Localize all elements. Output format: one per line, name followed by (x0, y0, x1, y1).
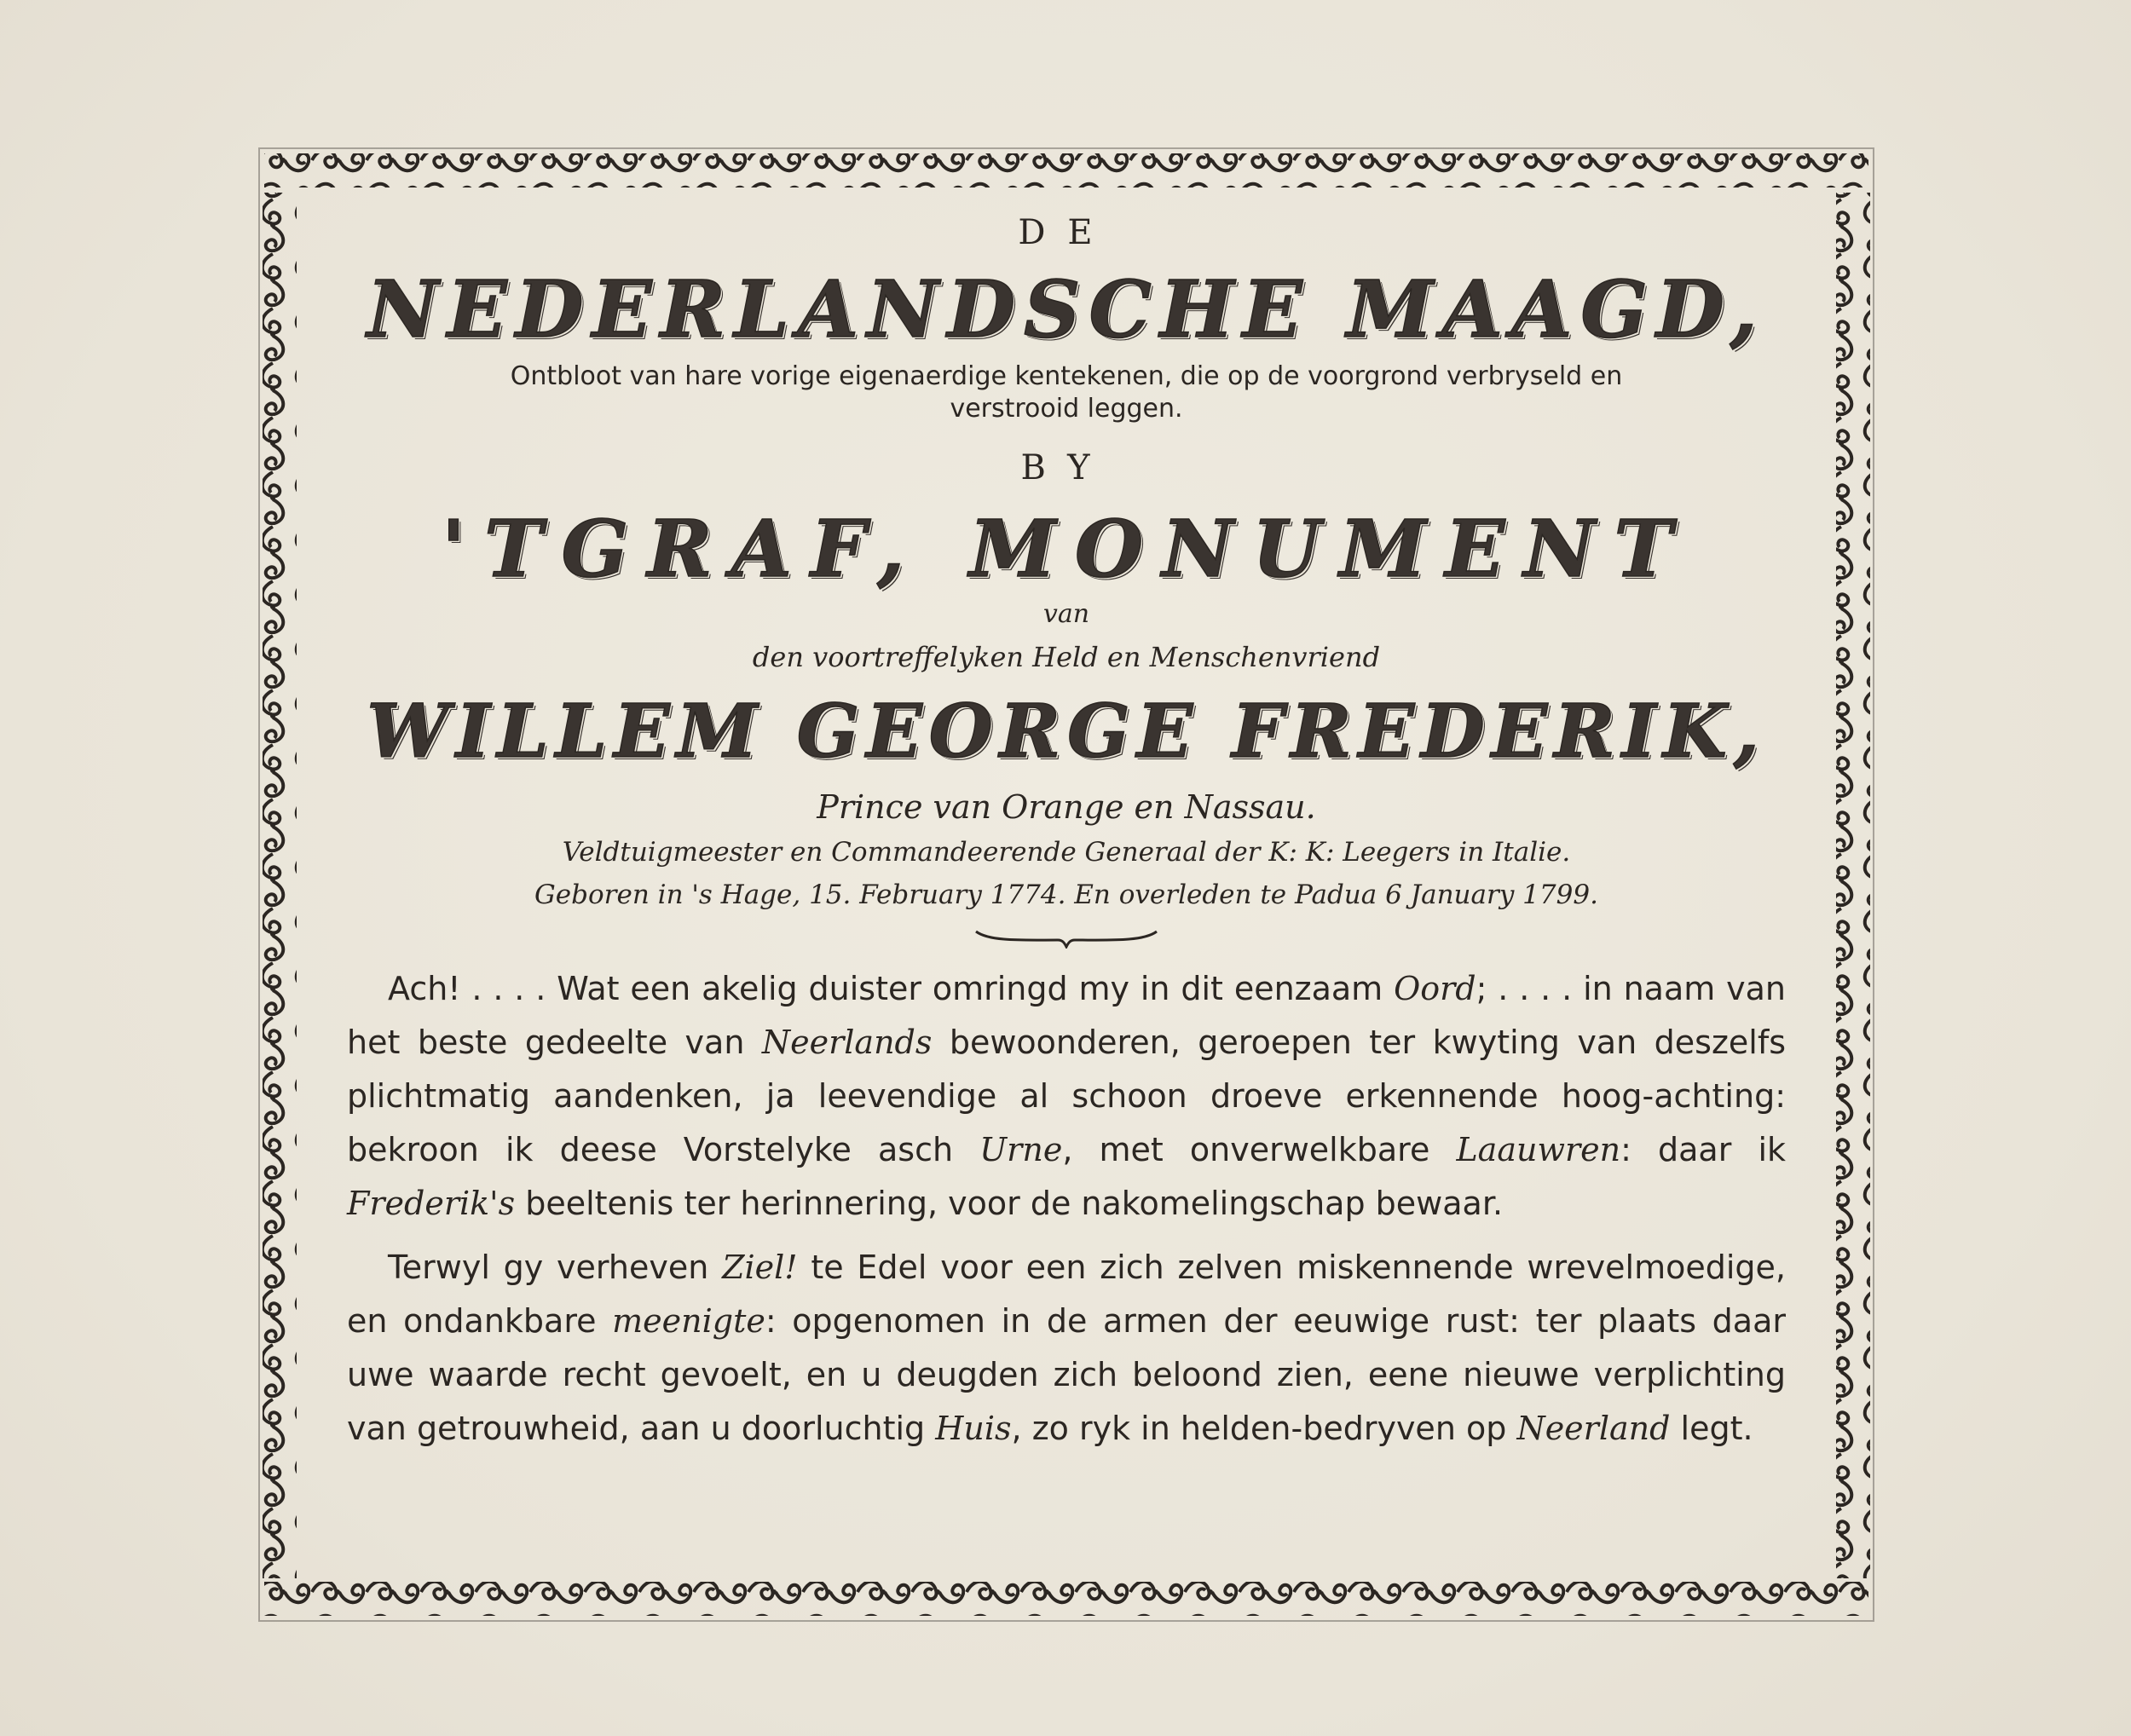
body-text (347, 962, 1786, 1456)
heading-by: BY (1020, 448, 1112, 487)
p1-text-2: ; . . . . in naam van het beste gedeelte van (347, 970, 1786, 1061)
p2-text-1: Terwyl gy verheven (388, 1249, 723, 1286)
p2-text-4: , zo ryk in helden-bedryven op (1011, 1410, 1517, 1447)
heading-rank: Veldtuigmeester en Commandeerende Generaal der K: K: Leegers in Italie. (562, 837, 1571, 868)
paragraph-2 (347, 1241, 1786, 1456)
p1-em-frederiks: Frederik's (347, 1185, 516, 1222)
heading-dates: Geboren in 's Hage, 15. February 1774. En overleden te Padua 6 January 1799. (534, 880, 1598, 910)
heading-nederlandsche-maagd: NEDERLANDSCHE MAAGD, (367, 263, 1766, 355)
p1-text-5: : daar ik (1620, 1131, 1787, 1168)
p2-text-3: : opgenomen in de armen der eeuwige rust: ter plaats daar uwe waarde recht gevoelt, en u deugden zich beloond zien, eene nieuwe verplichting van getrouwheid, aan u doorluchtig (347, 1302, 1786, 1447)
heading-monument: 'TGRAF, MONUMENT (442, 503, 1691, 595)
p2-em-ziel: Ziel! (722, 1249, 798, 1286)
p1-em-neerlands: Neerlands (761, 1024, 933, 1061)
ornamental-frame (256, 143, 1877, 1623)
p1-em-urne: Urne (979, 1131, 1063, 1168)
p1-em-oord: Oord (1394, 970, 1476, 1007)
paragraph-1 (347, 962, 1786, 1231)
p2-text-5: legt. (1670, 1410, 1753, 1447)
heading-de: DE (1018, 213, 1115, 252)
heading-subtitle: Ontbloot van hare vorige eigenaerdige kentekenen, die op de voorgrond verbryseld en verstrooid leggen. (510, 361, 1623, 424)
p2-text-2: te Edel voor een zich zelven miskennende wrevelmoedige, en ondankbare (347, 1249, 1786, 1340)
heading-prince: Prince van Orange en Nassau. (817, 788, 1316, 826)
heading-hero-line: den voortreffelyken Held en Menschenvriend (752, 641, 1381, 673)
p1-text-4: , met onverwelkbare (1062, 1131, 1457, 1168)
heading-name: WILLEM GEORGE FREDERIK, (367, 689, 1766, 775)
text-content (337, 207, 1796, 1466)
p2-em-neerland: Neerland (1516, 1410, 1671, 1447)
p2-em-huis: Huis (935, 1410, 1012, 1447)
heading-van: van (1042, 599, 1090, 629)
p1-text-3: bewoonderen, geroepen ter kwyting van deszelfs plichtmatig aandenken, ja leevendige al schoon droeve erkennende hoog-achting: bekroon ik deese Vorstelyke asch (347, 1024, 1786, 1168)
brace-ornament (973, 928, 1160, 949)
p1-text-1: Ach! . . . . Wat een akelig duister omringd my in dit eenzaam (388, 970, 1395, 1007)
p1-text-6: beeltenis ter herinnering, voor de nakomelingschap bewaar. (515, 1185, 1504, 1222)
p1-em-laauwren: Laauwren (1456, 1131, 1621, 1168)
p2-em-meenigte: meenigte (612, 1302, 765, 1340)
